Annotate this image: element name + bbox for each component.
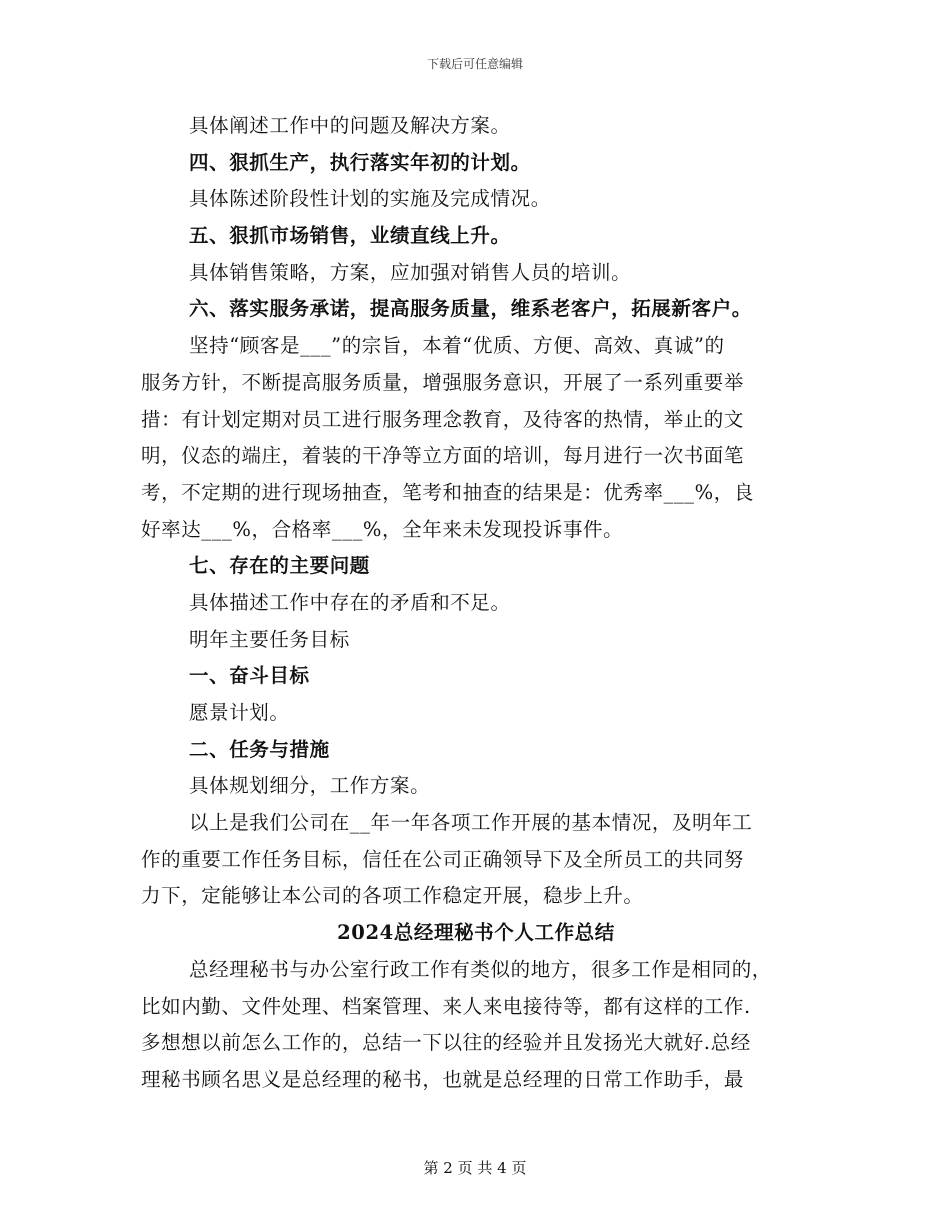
paragraph-line: 总经理秘书与办公室行政工作有类似的地方，很多工作是相同的，	[189, 957, 772, 981]
paragraph-line: 愿景计划。	[189, 701, 290, 724]
section-heading-6: 六、落实服务承诺，提高服务质量，维系老客户，拓展新客户。	[189, 297, 752, 321]
document-title: 2024总经理秘书个人工作总结	[337, 921, 615, 945]
paragraph-line: 具体描述工作中存在的矛盾和不足。	[189, 590, 511, 614]
page-header-note: 下载后可任意编辑	[426, 57, 523, 71]
section-heading-5: 五、狠抓市场销售，业绩直线上升。	[189, 224, 511, 248]
paragraph-line: 以上是我们公司在__年一年各项工作开展的基本情况，及明年工	[189, 811, 753, 835]
paragraph-line: 明年主要任务目标	[189, 627, 350, 651]
paragraph-line: 作的重要工作任务目标，信任在公司正确领导下及全所员工的共同努	[141, 847, 745, 871]
section-heading-tasks: 二、任务与措施	[189, 737, 330, 761]
paragraph-line: 理秘书顾名思义是总经理的秘书，也就是总经理的日常工作助手，最	[141, 1067, 745, 1091]
paragraph-line: 具体销售策略，方案，应加强对销售人员的培训。	[189, 260, 632, 284]
paragraph-line: 措：有计划定期对员工进行服务理念教育，及待客的热情，举止的文	[141, 407, 745, 431]
paragraph-line: 考，不定期的进行现场抽查，笔考和抽查的结果是：优秀率___%，良	[141, 480, 754, 504]
section-heading-goal: 一、奋斗目标	[189, 664, 310, 688]
section-heading-4: 四、狠抓生产，执行落实年初的计划。	[189, 150, 531, 174]
paragraph-line: 具体陈述阶段性计划的实施及完成情况。	[189, 187, 551, 211]
paragraph-line: 比如内勤、文件处理、档案管理、来人来电接待等，都有这样的工作.	[141, 994, 751, 1018]
document-body	[141, 108, 811, 1099]
paragraph-line: 具体阐述工作中的问题及解决方案。	[189, 114, 511, 137]
paragraph-line: 明，仪态的端庄，着装的干净等立方面的培训，每月进行一次书面笔	[141, 444, 745, 468]
paragraph-line: 服务方针，不断提高服务质量，增强服务意识，开展了一系列重要举	[141, 370, 745, 394]
paragraph-line: 具体规划细分，工作方案。	[189, 774, 431, 798]
section-heading-7: 七、存在的主要问题	[189, 554, 370, 578]
paragraph-line: 力下，定能够让本公司的各项工作稳定开展，稳步上升。	[141, 884, 644, 908]
paragraph-line: 多想想以前怎么工作的，总结一下以往的经验并且发扬光大就好.总经	[141, 1031, 751, 1055]
page-number: 第 2 页 共 4 页	[423, 1159, 527, 1177]
paragraph-line: 坚持“顾客是___”的宗旨，本着“优质、方便、高效、真诚”的	[189, 334, 725, 358]
paragraph-line: 好率达___%，合格率___%，全年来未发现投诉事件。	[141, 517, 624, 541]
